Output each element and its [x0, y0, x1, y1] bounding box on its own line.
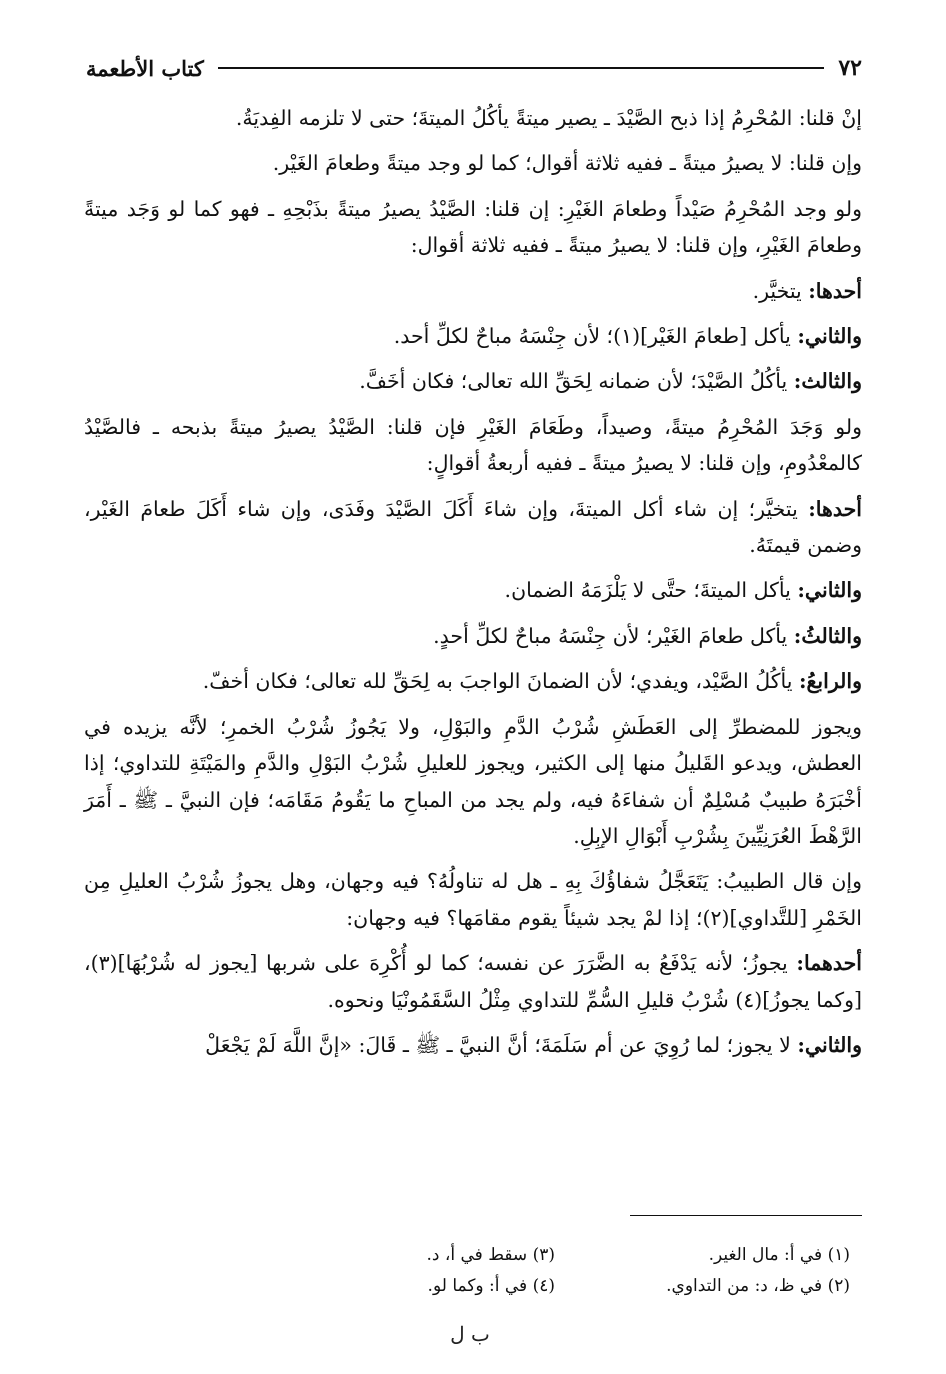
main-text — [84, 100, 862, 1072]
paragraph: وإن قلنا: لا يصيرُ ميتةً ـ ففيه ثلاثة أقوال؛ كما لو وجد ميتةً وطعامَ الغَيْر. — [272, 151, 862, 176]
footnote-separator — [630, 1215, 862, 1216]
header-rule — [218, 67, 824, 69]
paragraph: ولو وجد المُحْرِمُ صَيْداً وطعامَ الغَيْرِ: إن قلنا: الصَّيْدُ يصيرُ ميتةً بذَبْحِهِ ـ فهو كما لو وَجَد ميتةً وطعامَ الغَيْرِ، وإن قلنا: لا يصيرُ ميتةً ـ ففيه ثلاثة أقوال: — [84, 196, 862, 258]
footnotes — [300, 1240, 850, 1302]
footnote: (٣) سقط في أ، د. — [426, 1245, 555, 1265]
paragraph: أحدهما: يجوزُ؛ لأنه يَدْفَعُ به الضَّرَرَ عن نفسه؛ كما لو أُكْرِهَ على شربها [يجوز له شُرْبُهَا](٣)، [وكما يجوزُ](٤) شُرْبُ قليلِ السُّمِّ للتداوي مِثْلُ السَّقَمُونْيَا ونحوه. — [84, 951, 862, 1012]
paragraph: ولو وَجَدَ المُحْرِمُ ميتةً، وصيداً، وطَعَامَ الغَيْرِ فإن قلنا: الصَّيْدُ يصيرُ ميتةً بذبحه ـ فالصَّيْدُ كالمعْدُومِ، وإن قلنا: لا يصيرُ ميتةً ـ ففيه أربعةُ أقوالٍ: — [84, 414, 862, 476]
page-stamp: ب ل — [450, 1322, 490, 1346]
running-header — [86, 48, 862, 88]
page-number: ٧٢ — [838, 55, 862, 81]
paragraph: ويجوز للمضطرِّ إلى العَطَشِ شُرْبُ الدَّمِ والبَوْلِ، ولا يَجُوزُ شُرْبُ الخمرِ؛ لأنَّه يزيده في العطش، ويدعو القَليلُ منها إلى الكثير، ويجوز للعليلِ شُرْبُ البَوْلِ والدَّمِ والمَيْتَةِ للتداوي؛ إذا أخْبَرَهُ طبيبٌ مُسْلِمٌ أن شفاءَهُ فيه، ولم يجد من المباحِ ما يَقُومُ مَقَامَه؛ فإن النبيَّ ـ ﷺ ـ أَمَرَ الرَّهْطَ العُرَنِيِّينَ بِشُرْبِ أَبْوَالِ الإبِلِ. — [84, 714, 862, 848]
paragraph: والثاني: لا يجوز؛ لما رُوِيَ عن أم سَلَمَةَ؛ أنَّ النبيَّ ـ ﷺ ـ قَالَ: «إنَّ اللَّهَ لَمْ يَجْعَلْ — [205, 1032, 862, 1057]
paragraph: والثاني: يأكل [طعامَ الغَيْر](١)؛ لأن جِنْسَهُ مباحٌ لكلِّ أحد. — [393, 324, 862, 349]
paragraph: والثاني: يأكل الميتةَ؛ حتَّى لا يَلْزَمَهُ الضمان. — [504, 578, 862, 603]
paragraph: والثالث: يأكُلُ الصَّيْدَ؛ لأن ضمانه لِحَقِّ الله تعالى؛ فكان أخَفَّ. — [359, 369, 862, 394]
paragraph: أحدها: يتخيَّر؛ إن شاء أكل الميتةَ، وإن شاءَ أَكَلَ الصَّيْدَ وفَدَى، وإن شاء أَكَلَ طعامَ الغَيْر، وضمن قيمتَهُ. — [84, 496, 862, 558]
book-title: كتاب الأطعمة — [86, 55, 204, 81]
footnote: (٢) في ظ، د: من التداوي. — [666, 1276, 850, 1296]
footnote: (١) في أ: مال الغير. — [708, 1245, 850, 1265]
paragraph: أحدها: يتخيَّر. — [752, 278, 862, 303]
paragraph: والرابعُ: يأكُلُ الصَّيْد، ويفدي؛ لأن الضمانَ الواجبَ به لِحَقِّ لله تعالى؛ فكان أخفّ. — [202, 669, 862, 694]
paragraph: والثالثُ: يأكل طعامَ الغَيْر؛ لأن جِنْسَهُ مباحٌ لكلِّ أحدٍ. — [433, 623, 862, 648]
footnote: (٤) في أ: وكما لو. — [427, 1276, 555, 1296]
paragraph: وإن قال الطبيبُ: يَتَعَجَّلُ شفاؤُكَ بِهِ ـ هل له تناولُهُ؟ فيه وجهان، وهل يجوزُ شُرْبُ العليلِ مِن الخَمْرِ [للتَّداوي](٢)؛ إذا لمْ يجد شيئاً يقوم مقامَها؟ فيه وجهان: — [84, 869, 862, 930]
paragraph: إنْ قلنا: المُحْرِمُ إذا ذبح الصَّيْدَ ـ يصير ميتةً يأكُلُ الميتةَ؛ حتى لا تلزمه الفِديَةُ. — [235, 106, 862, 130]
